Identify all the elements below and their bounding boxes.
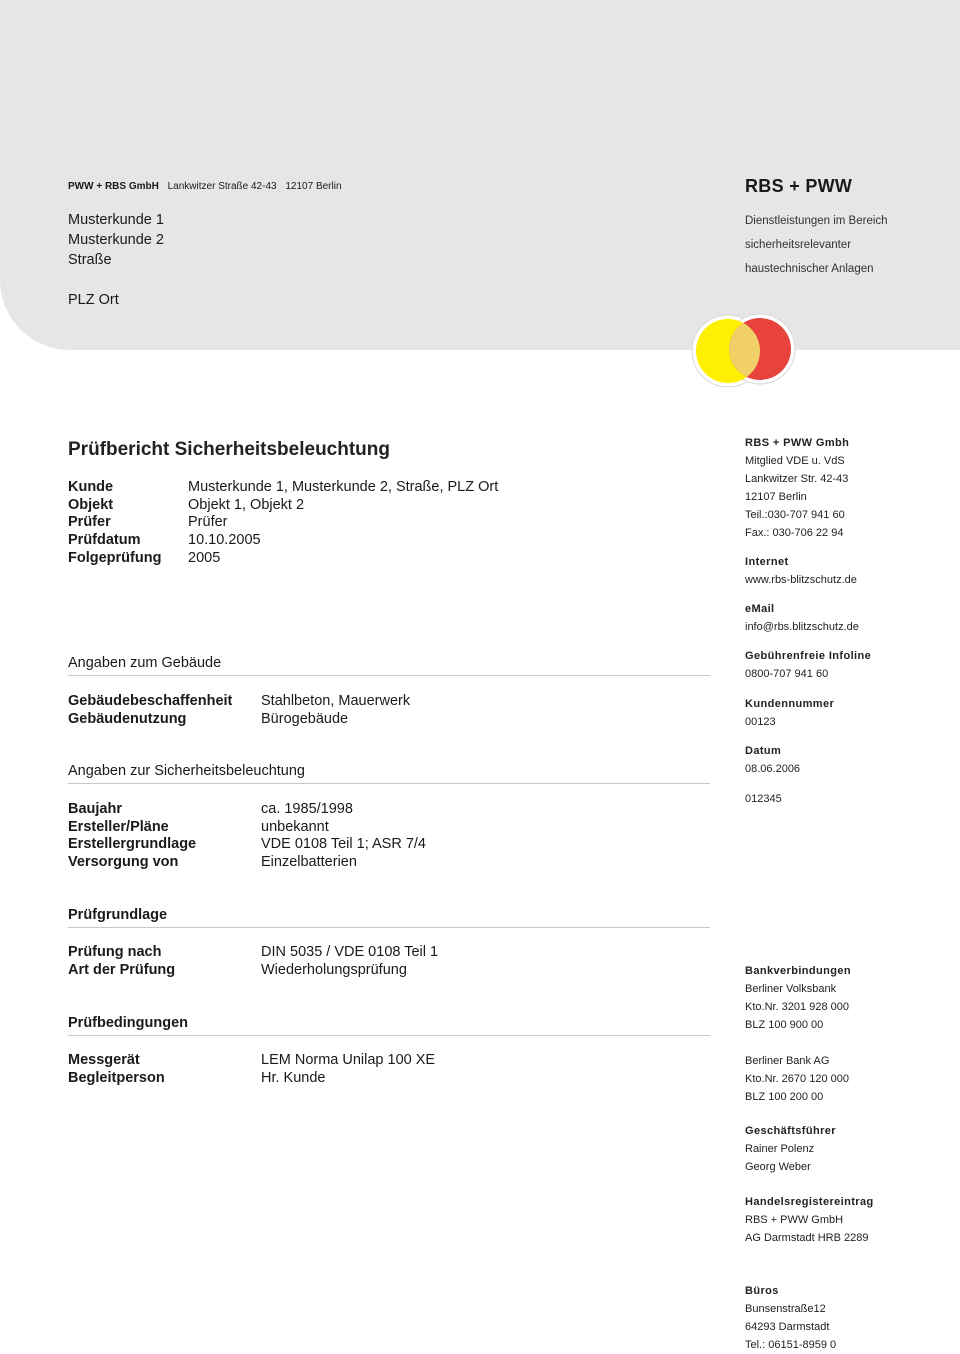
field-value: Bürogebäude xyxy=(261,710,349,727)
sidebar-managers xyxy=(745,1122,836,1176)
field-label: Objekt xyxy=(68,496,114,513)
sidebar-company xyxy=(745,434,849,542)
sidebar-company-line: Fax.: 030-706 22 94 xyxy=(745,527,844,539)
field-label: Prüfung nach xyxy=(68,944,162,960)
sidebar-date xyxy=(745,742,800,778)
field-value: Wiederholungsprüfung xyxy=(261,961,407,978)
sidebar-internet-label: Internet xyxy=(745,556,789,568)
report-fields xyxy=(68,479,498,568)
field-row xyxy=(68,497,498,515)
field-label: Prüfer xyxy=(68,514,111,531)
field-row xyxy=(68,1052,435,1070)
field-row xyxy=(68,550,498,568)
brand-desc-line-1: Dienstleistungen im Bereich xyxy=(745,215,888,227)
bank-line: Kto.Nr. 2670 120 000 xyxy=(745,1073,849,1085)
register-line: RBS + PWW GmbH xyxy=(745,1214,844,1226)
recipient-line-2: Musterkunde 2 xyxy=(68,232,164,248)
field-value: ca. 1985/1998 xyxy=(261,801,353,817)
field-row xyxy=(68,854,426,872)
field-label: Gebäudenutzung xyxy=(68,710,187,727)
recipient-line-1: Musterkunde 1 xyxy=(68,212,164,228)
brand-name: RBS + PWW xyxy=(745,176,853,196)
field-label: Erstellergrundlage xyxy=(68,836,197,853)
bank-line: BLZ 100 200 00 xyxy=(745,1091,824,1103)
report-title: Prüfbericht Sicherheitsbeleuchtung xyxy=(68,439,390,460)
field-label: Begleitperson xyxy=(68,1069,165,1086)
field-value: LEM Norma Unilap 100 XE xyxy=(261,1052,436,1068)
website-link[interactable]: www.rbs-blitzschutz.de xyxy=(745,574,857,586)
field-value: Objekt 1, Objekt 2 xyxy=(188,496,305,513)
sidebar-email xyxy=(745,600,859,636)
field-label: Folgeprüfung xyxy=(68,549,162,566)
field-row xyxy=(68,514,498,532)
brand-desc-line-3: haustechnischer Anlagen xyxy=(745,263,874,275)
section-building-title: Angaben zum Gebäude xyxy=(68,655,710,676)
field-label: Gebäudebeschaffenheit xyxy=(68,693,233,709)
field-value: unbekannt xyxy=(261,818,329,835)
field-value: Einzelbatterien xyxy=(261,854,357,871)
sidebar-company-line: Teil.:030-707 941 60 xyxy=(745,509,845,521)
field-value: 2005 xyxy=(188,549,221,566)
sidebar-bank-label: Bankverbindungen xyxy=(745,965,852,977)
section-conditions-title: Prüfbedingungen xyxy=(68,1015,710,1036)
sidebar-company-line: Lankwitzer Str. 42-43 xyxy=(745,473,849,485)
sender-company: PWW + RBS GmbH xyxy=(68,181,159,192)
sidebar-customer-number xyxy=(745,695,834,731)
field-row xyxy=(68,944,438,962)
sidebar-bank xyxy=(745,962,851,1106)
field-label: Baujahr xyxy=(68,801,122,817)
sidebar-company-line: Mitglied VDE u. VdS xyxy=(745,455,845,467)
recipient-line-4: PLZ Ort xyxy=(68,292,119,308)
field-row xyxy=(68,532,498,550)
field-value: Prüfer xyxy=(188,514,228,531)
office-line: 64293 Darmstadt xyxy=(745,1321,830,1333)
manager-name: Rainer Polenz xyxy=(745,1143,815,1155)
bank-line: Berliner Volksbank xyxy=(745,983,837,995)
sender-street: Lankwitzer Straße 42-43 xyxy=(167,181,277,192)
bank-line: Berliner Bank AG xyxy=(745,1055,830,1067)
field-value: Hr. Kunde xyxy=(261,1069,326,1086)
customer-number-value: 00123 xyxy=(745,716,776,728)
conditions-fields xyxy=(68,1052,435,1087)
field-row xyxy=(68,479,498,497)
sidebar-register xyxy=(745,1193,874,1247)
sidebar-email-label: eMail xyxy=(745,603,775,615)
sidebar-offices xyxy=(745,1282,836,1354)
brand-description xyxy=(745,209,888,281)
company-logo-icon xyxy=(690,308,800,394)
field-label: Versorgung von xyxy=(68,854,179,871)
field-label: Art der Prüfung xyxy=(68,961,176,978)
section-basis-title: Prüfgrundlage xyxy=(68,907,710,928)
sidebar-infoline-label: Gebührenfreie Infoline xyxy=(745,650,872,662)
field-row xyxy=(68,711,410,729)
sidebar-company-line: 12107 Berlin xyxy=(745,491,807,503)
sidebar-date-label: Datum xyxy=(745,745,782,757)
field-label: Messgerät xyxy=(68,1052,140,1068)
field-row xyxy=(68,819,426,837)
building-fields xyxy=(68,693,410,728)
field-label: Prüfdatum xyxy=(68,532,141,549)
bank-line: BLZ 100 900 00 xyxy=(745,1019,824,1031)
field-value: VDE 0108 Teil 1; ASR 7/4 xyxy=(261,836,426,853)
bank-line: Kto.Nr. 3201 928 000 xyxy=(745,1001,849,1013)
sidebar-register-label: Handelsregistereintrag xyxy=(745,1196,874,1208)
brand-desc-line-2: sicherheitsrelevanter xyxy=(745,239,852,251)
field-row xyxy=(68,962,438,980)
sender-city: 12107 Berlin xyxy=(285,181,342,192)
date-value: 08.06.2006 xyxy=(745,763,801,775)
field-row xyxy=(68,693,410,711)
field-value: Musterkunde 1, Musterkunde 2, Straße, PLZ Ort xyxy=(188,479,499,495)
field-value: 10.10.2005 xyxy=(188,532,261,549)
field-value: Stahlbeton, Mauerwerk xyxy=(261,693,411,709)
recipient-line-3: Straße xyxy=(68,252,112,268)
recipient-address xyxy=(68,210,164,310)
field-row xyxy=(68,801,426,819)
field-row xyxy=(68,836,426,854)
sidebar-reference: 012345 xyxy=(745,793,782,805)
register-line: AG Darmstadt HRB 2289 xyxy=(745,1232,869,1244)
lighting-fields xyxy=(68,801,426,872)
section-lighting-title: Angaben zur Sicherheitsbeleuchtung xyxy=(68,763,710,784)
office-line: Bunsenstraße12 xyxy=(745,1303,826,1315)
field-label: Kunde xyxy=(68,479,114,495)
field-value: DIN 5035 / VDE 0108 Teil 1 xyxy=(261,944,439,960)
manager-name: Georg Weber xyxy=(745,1161,811,1173)
sidebar-managers-label: Geschäftsführer xyxy=(745,1125,836,1137)
basis-fields xyxy=(68,944,438,979)
sidebar-infoline xyxy=(745,647,871,683)
sidebar-offices-label: Büros xyxy=(745,1285,779,1297)
sender-line xyxy=(68,181,348,192)
email-link[interactable]: info@rbs.blitzschutz.de xyxy=(745,621,859,633)
sidebar-customer-number-label: Kundennummer xyxy=(745,698,835,710)
field-row xyxy=(68,1070,435,1088)
sidebar-internet xyxy=(745,553,857,589)
sidebar-company-label: RBS + PWW Gmbh xyxy=(745,437,850,449)
field-label: Ersteller/Pläne xyxy=(68,818,169,835)
office-line: Tel.: 06151-8959 0 xyxy=(745,1339,837,1351)
infoline-number: 0800-707 941 60 xyxy=(745,668,829,680)
